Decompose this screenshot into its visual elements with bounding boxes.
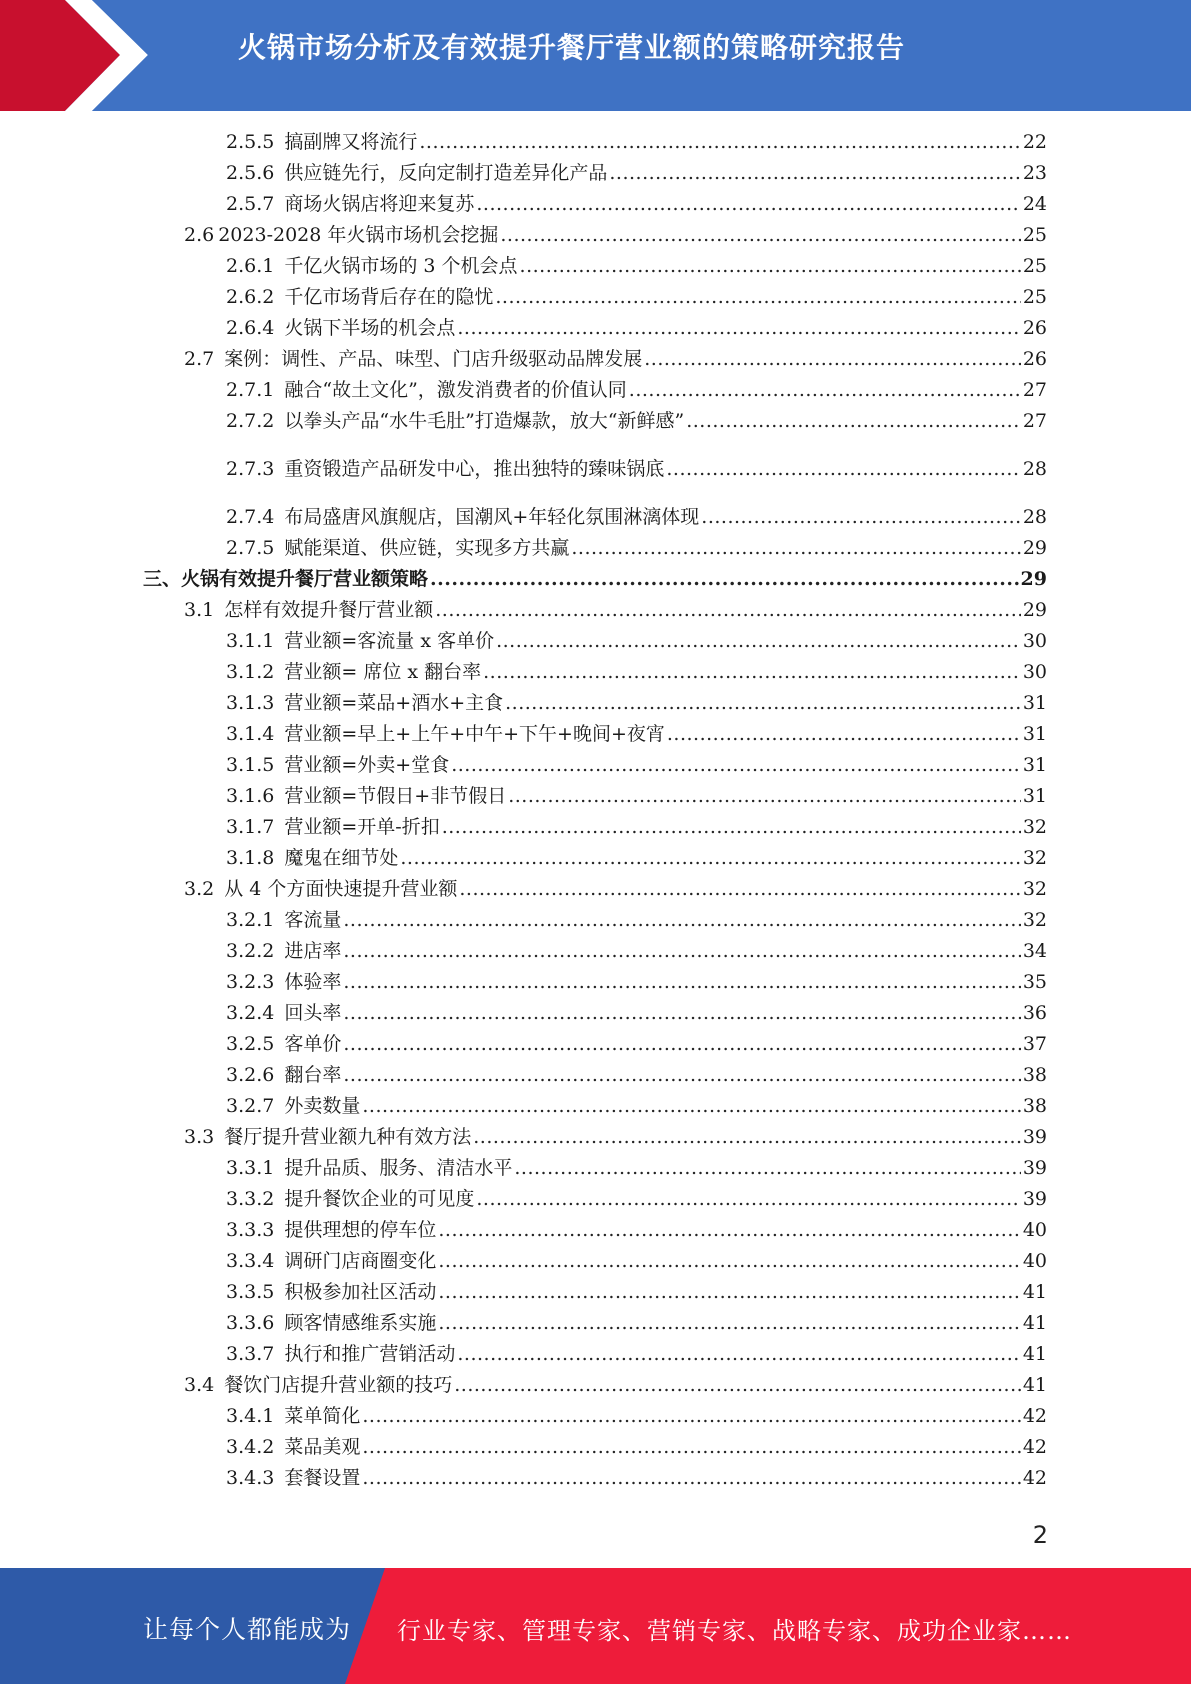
toc-entry-number: 3.1.4: [226, 723, 275, 745]
toc-entry-number: 3.3.1: [226, 1157, 275, 1179]
toc-entry-title: 外卖数量: [284, 1095, 361, 1117]
toc-entry[interactable]: [226, 192, 1047, 216]
toc-entry-page: 25: [1022, 255, 1047, 277]
toc-entry-page: 22: [1022, 131, 1047, 153]
toc-dot-leader: [362, 1435, 1020, 1459]
toc-entry-number: 3.2.3: [226, 971, 275, 993]
toc-entry-page: 24: [1022, 193, 1047, 215]
toc-entry[interactable]: [226, 285, 1047, 309]
toc-entry-number: 3.1.3: [226, 692, 275, 714]
toc-entry[interactable]: [226, 629, 1047, 653]
toc-entry-title: 火锅下半场的机会点: [284, 317, 456, 339]
toc-entry-number: 3.1.6: [226, 785, 275, 807]
toc-entry[interactable]: [226, 1001, 1047, 1025]
toc-entry-title: 进店率: [284, 940, 342, 962]
toc-entry-title: 客单价: [284, 1033, 342, 1055]
toc-entry[interactable]: [226, 1435, 1047, 1459]
toc-entry-title: 顾客情感维系实施: [284, 1312, 437, 1334]
toc-dot-leader: [666, 457, 1020, 481]
toc-entry-title: 营业额=客流量 x 客单价: [284, 630, 495, 652]
toc-entry[interactable]: [226, 1342, 1047, 1366]
toc-entry-page: 36: [1022, 1002, 1047, 1024]
toc-dot-leader: [430, 567, 1019, 591]
toc-entry-number: 3.1.2: [226, 661, 275, 683]
header-banner: [0, 0, 1191, 111]
toc-entry-number: 3.2: [184, 878, 215, 900]
toc-dot-leader: [451, 753, 1021, 777]
toc-entry-number: 3.4.1: [226, 1405, 275, 1427]
toc-entry[interactable]: [226, 1218, 1047, 1242]
toc-entry-title: 营业额=外卖+堂食: [284, 754, 450, 776]
toc-entry-title: 搞副牌又将流行: [284, 131, 418, 153]
toc-entry-number: 2.6.1: [226, 255, 275, 277]
toc-entry-number: 3.2.1: [226, 909, 275, 931]
toc-entry[interactable]: [226, 130, 1047, 154]
toc-entry-number: 3.2.2: [226, 940, 275, 962]
toc-entry-page: 30: [1022, 630, 1047, 652]
toc-entry[interactable]: [184, 1125, 1047, 1149]
toc-entry-number: 2.5.7: [226, 193, 275, 215]
toc-entry-page: 29: [1022, 599, 1047, 621]
toc-dot-leader: [435, 598, 1021, 622]
toc-entry-page: 31: [1022, 692, 1047, 714]
toc-dot-leader: [343, 939, 1020, 963]
toc-entry[interactable]: [184, 347, 1047, 371]
toc-entry-title: 怎样有效提升餐厅营业额: [224, 599, 434, 621]
toc-entry-title: 布局盛唐风旗舰店，国潮风+年轻化氛围淋漓体现: [284, 506, 700, 528]
toc-entry-title: 积极参加社区活动: [284, 1281, 437, 1303]
toc-entry-number: 3.3.2: [226, 1188, 275, 1210]
toc-entry[interactable]: [226, 722, 1047, 746]
toc-entry-page: 32: [1022, 816, 1047, 838]
toc-entry[interactable]: [226, 784, 1047, 808]
toc-dot-leader: [438, 1311, 1020, 1335]
toc-entry-title: 菜品美观: [284, 1436, 361, 1458]
toc-entry[interactable]: [226, 815, 1047, 839]
toc-entry[interactable]: [226, 970, 1047, 994]
toc-entry-page: 40: [1022, 1219, 1047, 1241]
toc-entry[interactable]: [184, 1373, 1047, 1397]
toc-entry-number: 3.3.5: [226, 1281, 275, 1303]
toc-entry-title: 商场火锅店将迎来复苏: [284, 193, 475, 215]
toc-entry[interactable]: [226, 505, 1047, 529]
toc-entry-title: 营业额=开单-折扣: [284, 816, 440, 838]
toc-entry-title: 提供理想的停车位: [284, 1219, 437, 1241]
toc-entry-title: 融合“故土文化”，激发消费者的价值认同: [284, 379, 627, 401]
toc-entry[interactable]: [226, 939, 1047, 963]
toc-entry-number: 2.5.6: [226, 162, 275, 184]
toc-entry-title: 提升餐饮企业的可见度: [284, 1188, 475, 1210]
toc-entry-page: 28: [1022, 506, 1047, 528]
toc-entry[interactable]: [226, 846, 1047, 870]
toc-entry-page: 39: [1022, 1188, 1047, 1210]
toc-entry-page: 42: [1022, 1467, 1047, 1489]
toc-entry[interactable]: [226, 660, 1047, 684]
toc-dot-leader: [400, 846, 1020, 870]
toc-entry-title: 营业额=节假日+非节假日: [284, 785, 507, 807]
toc-dot-leader: [495, 285, 1020, 309]
toc-entry-number: 3.1.8: [226, 847, 275, 869]
toc-dot-leader: [343, 1032, 1020, 1056]
toc-entry-number: 3.2.4: [226, 1002, 275, 1024]
toc-entry-title: 客流量: [284, 909, 342, 931]
toc-dot-leader: [438, 1218, 1020, 1242]
toc-entry-number: 2.6.4: [226, 317, 275, 339]
toc-entry-number: 3.3: [184, 1126, 215, 1148]
toc-dot-leader: [362, 1404, 1020, 1428]
toc-entry-page: 38: [1022, 1095, 1047, 1117]
toc-entry[interactable]: [143, 567, 1047, 591]
toc-entry[interactable]: [226, 1187, 1047, 1211]
toc-dot-leader: [686, 409, 1021, 433]
toc-entry-page: 29: [1022, 537, 1047, 559]
toc-entry-number: 3.1: [184, 599, 215, 621]
toc-entry-title: 执行和推广营销活动: [284, 1343, 456, 1365]
toc-entry[interactable]: [226, 1404, 1047, 1428]
toc-entry-title: 营业额= 席位 x 翻台率: [284, 661, 482, 683]
toc-entry-number: 3.2.5: [226, 1033, 275, 1055]
toc-entry-page: 29: [1020, 568, 1047, 590]
toc-entry-number: 2.7.1: [226, 379, 275, 401]
toc-entry-title: 回头率: [284, 1002, 342, 1024]
toc-entry-page: 35: [1022, 971, 1047, 993]
toc-dot-leader: [571, 536, 1020, 560]
page-number: 2: [1032, 1521, 1048, 1549]
toc-dot-leader: [483, 660, 1021, 684]
toc-entry-title: 提升品质、服务、清洁水平: [284, 1157, 513, 1179]
toc-entry-page: 42: [1022, 1405, 1047, 1427]
toc-entry-title: 营业额=早上+上午+中午+下午+晚间+夜宵: [284, 723, 665, 745]
toc-entry-page: 31: [1022, 754, 1047, 776]
toc-entry-number: 3.3.6: [226, 1312, 275, 1334]
toc-entry-number: 2.7.2: [226, 410, 275, 432]
toc-entry-page: 41: [1022, 1343, 1047, 1365]
toc-entry-page: 34: [1022, 940, 1047, 962]
header-chevron-icon: [0, 0, 148, 111]
toc-dot-leader: [644, 347, 1021, 371]
toc-dot-leader: [343, 908, 1020, 932]
toc-entry[interactable]: [226, 536, 1047, 560]
toc-entry-title: 赋能渠道、供应链，实现多方共赢: [284, 537, 570, 559]
toc-entry-title: 以拳头产品“水牛毛肚”打造爆款，放大“新鲜感”: [284, 410, 685, 432]
toc-dot-leader: [442, 815, 1021, 839]
toc-dot-leader: [362, 1094, 1020, 1118]
toc-entry-title: 调研门店商圈变化: [284, 1250, 437, 1272]
footer-banner: [0, 1568, 1191, 1684]
toc-entry[interactable]: [184, 598, 1047, 622]
toc-dot-leader: [609, 161, 1020, 185]
toc-entry-title: 案例：调性、产品、味型、门店升级驱动品牌发展: [224, 348, 643, 370]
toc-entry[interactable]: [226, 254, 1047, 278]
toc-entry-page: 27: [1022, 379, 1047, 401]
toc-entry-number: 三、: [143, 568, 182, 590]
toc-entry[interactable]: [184, 223, 1047, 247]
footer-slogan: 让每个人都能成为: [143, 1615, 352, 1644]
toc-entry[interactable]: [184, 877, 1047, 901]
toc-entry-number: 3.4.3: [226, 1467, 275, 1489]
toc-entry-page: 41: [1022, 1374, 1047, 1396]
toc-dot-leader: [343, 1063, 1020, 1087]
toc-dot-leader: [476, 192, 1020, 216]
toc-entry-page: 26: [1022, 317, 1047, 339]
toc-entry-number: 3.3.4: [226, 1250, 275, 1272]
toc-entry[interactable]: [226, 1249, 1047, 1273]
toc-entry-title: 体验率: [284, 971, 342, 993]
toc-entry-title: 从 4 个方面快速提升营业额: [224, 878, 458, 900]
toc-dot-leader: [419, 130, 1020, 154]
toc-entry-page: 28: [1022, 458, 1047, 480]
toc-dot-leader: [457, 1342, 1020, 1366]
toc-dot-leader: [514, 1156, 1020, 1180]
toc-entry[interactable]: [226, 1466, 1047, 1490]
toc-entry[interactable]: [226, 691, 1047, 715]
toc-entry-page: 27: [1022, 410, 1047, 432]
toc-entry[interactable]: [226, 378, 1047, 402]
toc-dot-leader: [362, 1466, 1020, 1490]
toc-dot-leader: [473, 1125, 1021, 1149]
toc-dot-leader: [701, 505, 1021, 529]
toc-entry-number: 3.1.7: [226, 816, 275, 838]
toc-entry[interactable]: [226, 1311, 1047, 1335]
toc-entry-number: 3.3.7: [226, 1343, 275, 1365]
toc-entry-number: 2.7.5: [226, 537, 275, 559]
toc-entry-page: 41: [1022, 1312, 1047, 1334]
toc-dot-leader: [508, 784, 1021, 808]
toc-entry[interactable]: [226, 457, 1047, 481]
toc-entry-number: 2.6: [184, 224, 215, 246]
toc-entry-title: 营业额=菜品+酒水+主食: [284, 692, 504, 714]
toc-entry[interactable]: [226, 161, 1047, 185]
toc-dot-leader: [343, 1001, 1020, 1025]
toc-dot-leader: [496, 629, 1021, 653]
toc-entry-page: 31: [1022, 723, 1047, 745]
toc-dot-leader: [438, 1280, 1020, 1304]
toc-dot-leader: [520, 254, 1021, 278]
toc-entry-title: 菜单简化: [284, 1405, 361, 1427]
toc-entry[interactable]: [226, 1094, 1047, 1118]
toc-entry-number: 3.2.6: [226, 1064, 275, 1086]
toc-entry-page: 37: [1022, 1033, 1047, 1055]
toc-entry-number: 3.1.5: [226, 754, 275, 776]
toc-entry-page: 41: [1022, 1281, 1047, 1303]
toc-entry-page: 38: [1022, 1064, 1047, 1086]
toc-entry-number: 2.7.3: [226, 458, 275, 480]
toc-dot-leader: [667, 722, 1021, 746]
toc-dot-leader: [500, 223, 1020, 247]
toc-entry-page: 25: [1022, 286, 1047, 308]
toc-entry-title: 供应链先行，反向定制打造差异化产品: [284, 162, 608, 184]
toc-entry-page: 42: [1022, 1436, 1047, 1458]
toc-entry[interactable]: [226, 1156, 1047, 1180]
toc-dot-leader: [438, 1249, 1020, 1273]
toc-entry-number: 3.4: [184, 1374, 215, 1396]
toc-dot-leader: [457, 316, 1020, 340]
toc-entry-title: 火锅有效提升餐厅营业额策略: [181, 568, 429, 590]
toc-entry-number: 3.4.2: [226, 1436, 275, 1458]
toc-entry[interactable]: [226, 1280, 1047, 1304]
toc-entry[interactable]: [226, 753, 1047, 777]
toc-entry-page: 32: [1022, 847, 1047, 869]
toc-entry-page: 23: [1022, 162, 1047, 184]
toc-entry-number: 3.3.3: [226, 1219, 275, 1241]
toc-entry-page: 25: [1022, 224, 1047, 246]
toc-entry-page: 39: [1022, 1126, 1047, 1148]
toc-entry-page: 26: [1022, 348, 1047, 370]
toc-entry-page: 30: [1022, 661, 1047, 683]
toc-dot-leader: [629, 378, 1021, 402]
footer-roles: 行业专家、管理专家、营销专家、战略专家、成功企业家……: [397, 1617, 1072, 1645]
toc-dot-leader: [343, 970, 1020, 994]
toc-entry-number: 2.7.4: [226, 506, 275, 528]
toc-dot-leader: [459, 877, 1020, 901]
toc-entry-title: 2023-2028 年火锅市场机会挖掘: [218, 224, 499, 246]
toc-entry[interactable]: [226, 908, 1047, 932]
toc-entry-page: 40: [1022, 1250, 1047, 1272]
toc-entry-title: 翻台率: [284, 1064, 342, 1086]
toc-entry-title: 重资锻造产品研发中心，推出独特的臻味锅底: [284, 458, 665, 480]
report-title: 火锅市场分析及有效提升餐厅营业额的策略研究报告: [238, 31, 906, 64]
toc-entry-page: 31: [1022, 785, 1047, 807]
toc-entry-number: 2.5.5: [226, 131, 275, 153]
toc-entry-number: 2.7: [184, 348, 215, 370]
toc-dot-leader: [505, 691, 1021, 715]
toc-dot-leader: [454, 1373, 1021, 1397]
toc-entry-title: 千亿市场背后存在的隐忧: [284, 286, 494, 308]
toc-entry-number: 2.6.2: [226, 286, 275, 308]
toc-entry-number: 3.2.7: [226, 1095, 275, 1117]
toc-entry-title: 千亿火锅市场的 3 个机会点: [284, 255, 518, 277]
toc-entry-title: 餐厅提升营业额九种有效方法: [224, 1126, 472, 1148]
toc-entry-title: 魔鬼在细节处: [284, 847, 399, 869]
toc-entry-title: 餐饮门店提升营业额的技巧: [224, 1374, 453, 1396]
toc-entry-number: 3.1.1: [226, 630, 275, 652]
toc-entry-title: 套餐设置: [284, 1467, 361, 1489]
toc-entry[interactable]: [226, 409, 1047, 433]
toc-dot-leader: [476, 1187, 1020, 1211]
toc-entry-page: 39: [1022, 1157, 1047, 1179]
toc-entry[interactable]: [226, 1063, 1047, 1087]
toc-entry[interactable]: [226, 1032, 1047, 1056]
toc-entry-page: 32: [1022, 909, 1047, 931]
toc-entry-page: 32: [1022, 878, 1047, 900]
toc-entry[interactable]: [226, 316, 1047, 340]
